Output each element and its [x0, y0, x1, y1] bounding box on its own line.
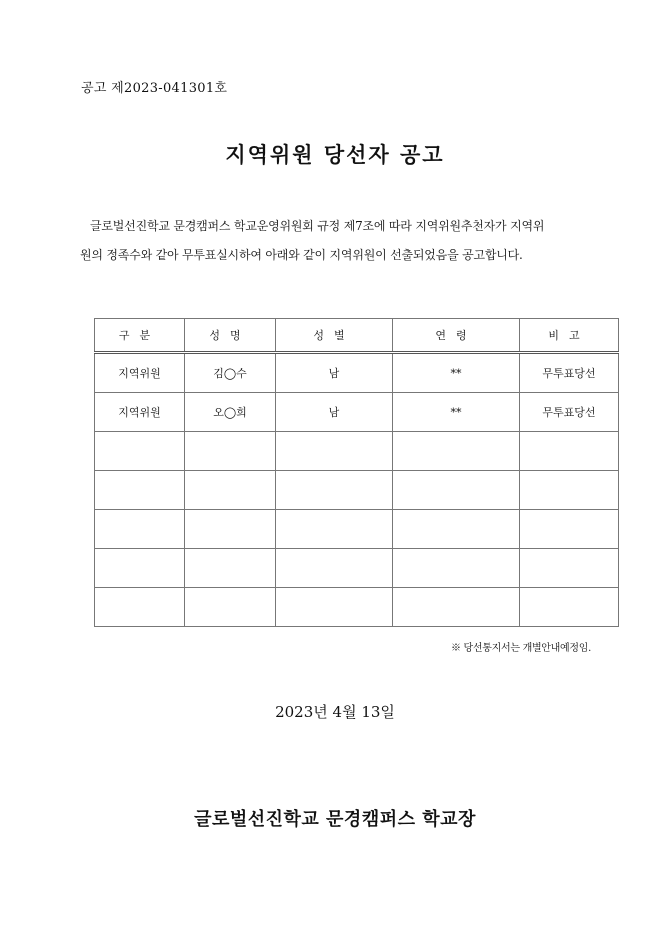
header-age: 연령 — [393, 319, 520, 353]
table-header-row — [95, 319, 619, 353]
table-row — [95, 393, 619, 432]
cell-gender: 남 — [276, 393, 393, 432]
results-table — [94, 318, 619, 627]
cell-name: 오◯희 — [185, 393, 276, 432]
empty-row — [95, 471, 619, 510]
cell-remarks: 무투표당선 — [520, 353, 619, 393]
announcement-body — [80, 212, 590, 270]
cell-gender: 남 — [276, 353, 393, 393]
announcement-date: 2023년 4월 13일 — [275, 703, 395, 721]
cell-category: 지역위원 — [95, 353, 185, 393]
table-row — [95, 353, 619, 393]
header-remarks: 비고 — [520, 319, 619, 353]
header-name: 성명 — [185, 319, 276, 353]
empty-row — [95, 432, 619, 471]
cell-remarks: 무투표당선 — [520, 393, 619, 432]
signer: 글로벌선진학교 문경캠퍼스 학교장 — [194, 809, 476, 830]
cell-category: 지역위원 — [95, 393, 185, 432]
footnote: ※ 당선통지서는 개별안내예정임. — [450, 643, 591, 654]
document-number: 공고 제2023-041301호 — [81, 81, 228, 96]
empty-row — [95, 549, 619, 588]
header-gender: 성별 — [276, 319, 393, 353]
cell-age: ** — [393, 353, 520, 393]
empty-row — [95, 588, 619, 627]
header-category: 구분 — [95, 319, 185, 353]
page-title: 지역위원 당선자 공고 — [225, 142, 445, 167]
empty-row — [95, 510, 619, 549]
body-line-2: 원의 정족수와 같아 무투표실시하여 아래와 같이 지역위원이 선출되었음을 공고합니다. — [80, 248, 523, 262]
body-line-1: 글로벌선진학교 문경캠퍼스 학교운영위원회 규정 제7조에 따라 지역위원추천자가 지역위 — [90, 219, 545, 233]
cell-name: 김◯수 — [185, 353, 276, 393]
cell-age: ** — [393, 393, 520, 432]
